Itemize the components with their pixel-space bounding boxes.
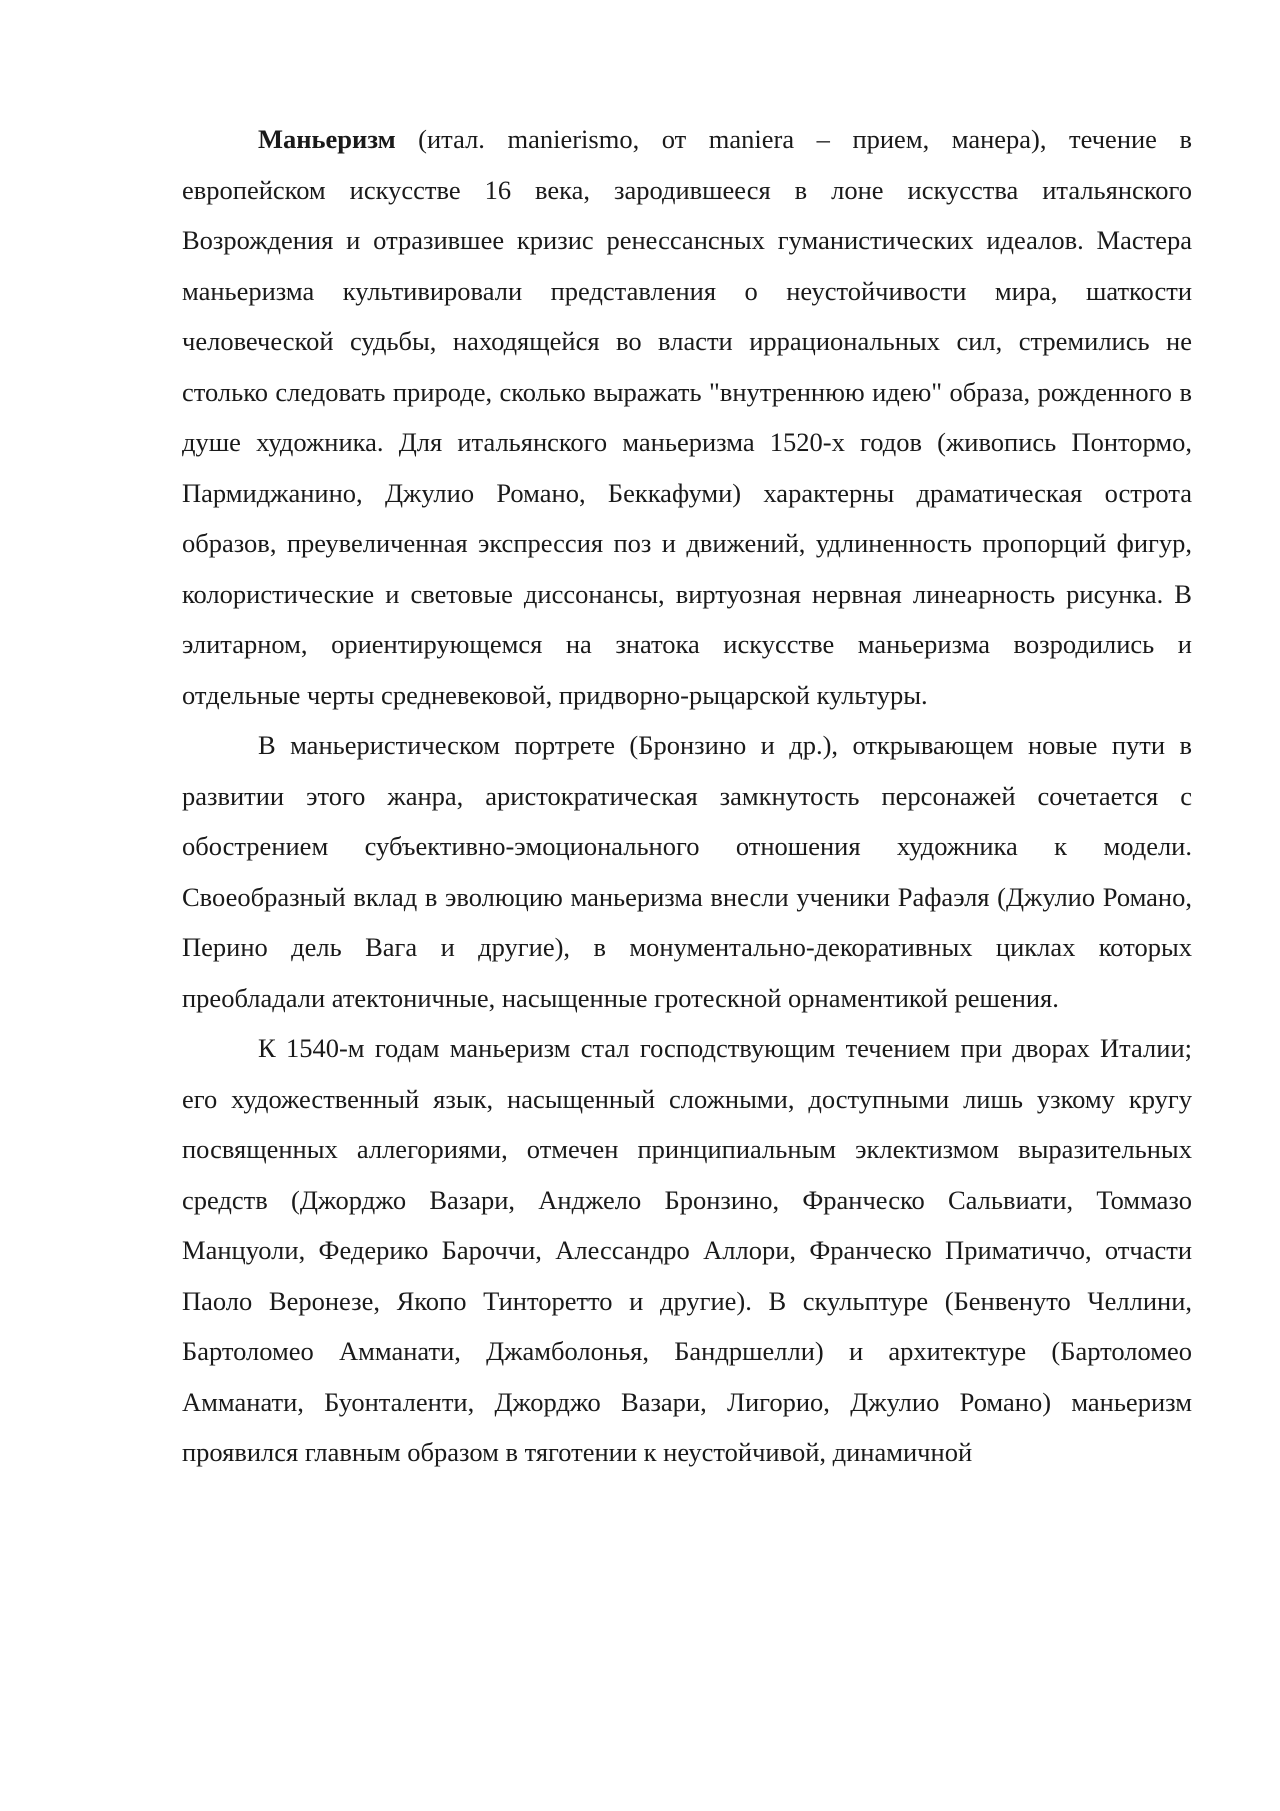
paragraph-3: К 1540-м годам маньеризм стал господствующим течением при дворах Италии; его художественный язык, насыщенный сложными, доступными лишь узкому кругу посвященных аллегориями, отмечен принципиальным эклектизмом выразительных средств (Джорджо Вазари, Анджело Бронзино, Франческо Сальвиати, Томмазо Манцуоли, Федерико Бароччи, Алессандро Аллори, Франческо Приматиччо, отчасти Паоло Веронезе, Якопо Тинторетто и другие). В скульптуре (Бенвенуто Челлини, Бартоломео Амманати, Джамболонья, Бандршелли) и архитектуре (Бартоломео Амманати, Буонталенти, Джорджо Вазари, Лигорио, Джулио Романо) маньеризм проявился главным образом в тяготении к неустойчивой, динамичной [182,1033,1192,1467]
paragraph-1-text: (итал. manierismo, от maniera – прием, манера), течение в европейском искусстве 16 века, зародившееся в лоне искусства итальянского Возрождения и отразившее кризис ренессансных гуманистических идеалов. Мастера маньеризма культивировали представления о неустойчивости мира, шаткости человеческой судьбы, находящейся во власти иррациональных сил, стремились не столько следовать природе, сколько выражать "внутреннюю идею" образа, рожденного в душе художника. Для итальянского маньеризма 1520-х годов (живопись Понтормо, Пармиджанино, Джулио Романо, Беккафуми) характерны драматическая острота образов, преувеличенная экспрессия поз и движений, удлиненность пропорций фигур, колористические и световые диссонансы, виртуозная нервная линеарность рисунка. В элитарном, ориентирующемся на знатока искусстве маньеризма возродились и отдельные черты средневековой, придворно-рыцарской культуры. [182,124,1192,710]
paragraph-1 [182,114,1192,720]
document-body [182,114,1192,1478]
term-mannerism: Маньеризм [258,124,396,154]
paragraph-2: В маньеристическом портрете (Бронзино и др.), открывающем новые пути в развитии этого жанра, аристократическая замкнутость персонажей сочетается с обострением субъективно-эмоционального отношения художника к модели. Своеобразный вклад в эволюцию маньеризма внесли ученики Рафаэля (Джулио Романо, Перино дель Вага и другие), в монументально-декоративных циклах которых преобладали атектоничные, насыщенные гротескной орнаментикой решения. [182,730,1192,1013]
